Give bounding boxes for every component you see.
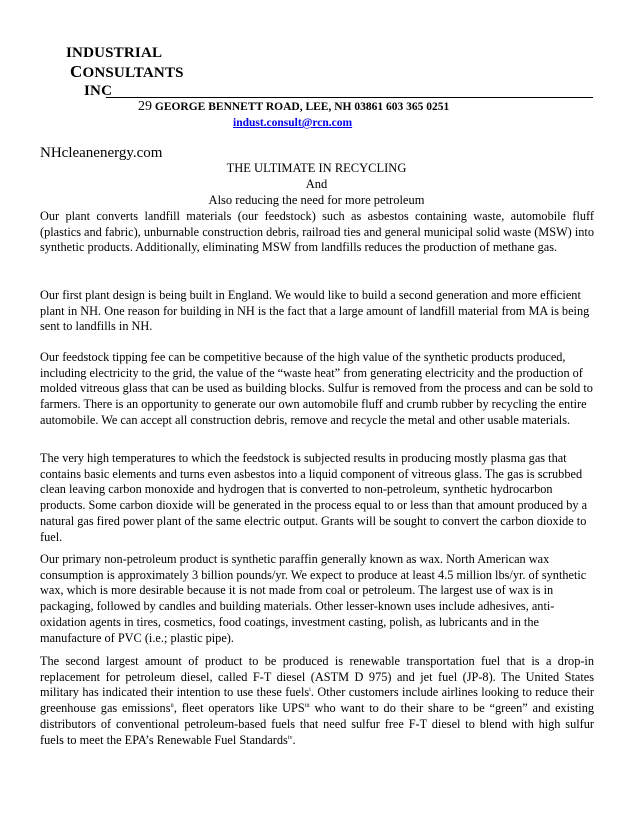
- fuel-text-a: The second largest amount of product to be produced is renewable transportation fuel that is a drop-in replacement for petroleum diesel, called F-T diesel (ASTM D 975) and jet fuel (JP-8). The United States military has indicated their intention to use these fuels: [40, 654, 594, 700]
- footnote-ref-3: iii: [304, 703, 310, 710]
- address-text: GEORGE BENNETT ROAD, LEE, NH 03861 603 365 0251: [154, 101, 450, 113]
- website-text: NHcleanenergy.com: [40, 145, 163, 161]
- paragraph-first-plant: Our first plant design is being built in England. We would like to build a second generation and more efficient plant in NH. One reason for building in NH is the fact that a large amount of landfill material from MA is being sent to landfills in NH.: [40, 288, 590, 334]
- paragraph-fuel: [40, 654, 594, 748]
- address-number: 29: [138, 99, 152, 114]
- email-link[interactable]: indust.consult@rcn.com: [233, 117, 353, 129]
- title-line-2: And: [305, 177, 328, 191]
- footnote-ref-4: iv: [287, 734, 293, 741]
- footnote-ref-1: i: [309, 687, 311, 694]
- letterhead-line-2-rest: ONSULTANTS: [82, 65, 184, 81]
- letterhead-line-2-initial: C: [70, 62, 83, 81]
- title-line-1: THE ULTIMATE IN RECYCLING: [226, 161, 407, 175]
- fuel-text-d: who want to do their share to be “green” and existing distributors of conventional petroleum-based fuels that need sulfur free F-T diesel to blend with high sulfur fuels to meet the EPA’s Renewable Fuel Standards: [40, 701, 595, 747]
- letterhead-rule: [106, 97, 593, 98]
- fuel-text-c: , fleet operators like UPS: [173, 701, 305, 716]
- paragraph-wax: Our primary non-petroleum product is synthetic paraffin generally known as wax. North American wax consumption is approximately 3 billion pounds/yr. We expect to produce at least 4.5 million lbs/yr. of synthetic wax, which is more desirable because it is not made from coal or petroleum. The largest use of wax is in packaging, followed by candles and building materials. Other lesser-known uses include adhesives, anti-oxidation agents in tires, cosmetics, food coatings, investment casting, polish, as lubricants and in the manufacture of PVC (i.e.; plastic pipe).: [40, 552, 587, 645]
- paragraph-tipping-fee: Our feedstock tipping fee can be competitive because of the high value of the synthetic products produced, including electricity to the grid, the value of the “waste heat” from generating electricity and the production of molded vitreous glass that can be used as building blocks. Sulfur is removed from the process and can be sold to farmers. There is an opportunity to generate our own automobile fluff and crumb rubber by recycling the entire automobile. We can accept all construction debris, remove and recycle the metal and other usable materials.: [40, 350, 593, 427]
- paragraph-feedstock: Our plant converts landfill materials (our feedstock) such as asbestos containing waste, automobile fluff (plastics and fabric), unburnable construction debris, railroad ties and general municipal solid waste (MSW) into synthetic products. Additionally, eliminating MSW from landfills reduces the production of methane gas.: [40, 209, 594, 255]
- fuel-text-b: . Other customers include airlines looking to reduce their greenhouse gas emissions: [40, 685, 594, 716]
- footnote-ref-2: ii: [170, 703, 174, 710]
- fuel-text-e: .: [292, 732, 296, 747]
- letterhead-address: [138, 100, 449, 114]
- title-line-3: Also reducing the need for more petroleum: [208, 193, 425, 207]
- letterhead-line-3: INC: [84, 83, 113, 99]
- letterhead-line-1: INDUSTRIAL: [66, 45, 163, 61]
- paragraph-temperatures: The very high temperatures to which the feedstock is subjected results in producing mostly plasma gas that contains basic elements and turns even asbestos into a liquid component of vitreous glass. The gas is scrubbed clean leaving carbon monoxide and hydrogen that is converted to non-petroleum, synthetic hydrocarbon products. Some carbon dioxide will be generated in the process equal to or less than that amount produced by a natural gas fired power plant of the same electric output. Grants will be sought to convert the carbon dioxide to fuel.: [40, 451, 588, 544]
- letterhead-line-2: [70, 63, 184, 82]
